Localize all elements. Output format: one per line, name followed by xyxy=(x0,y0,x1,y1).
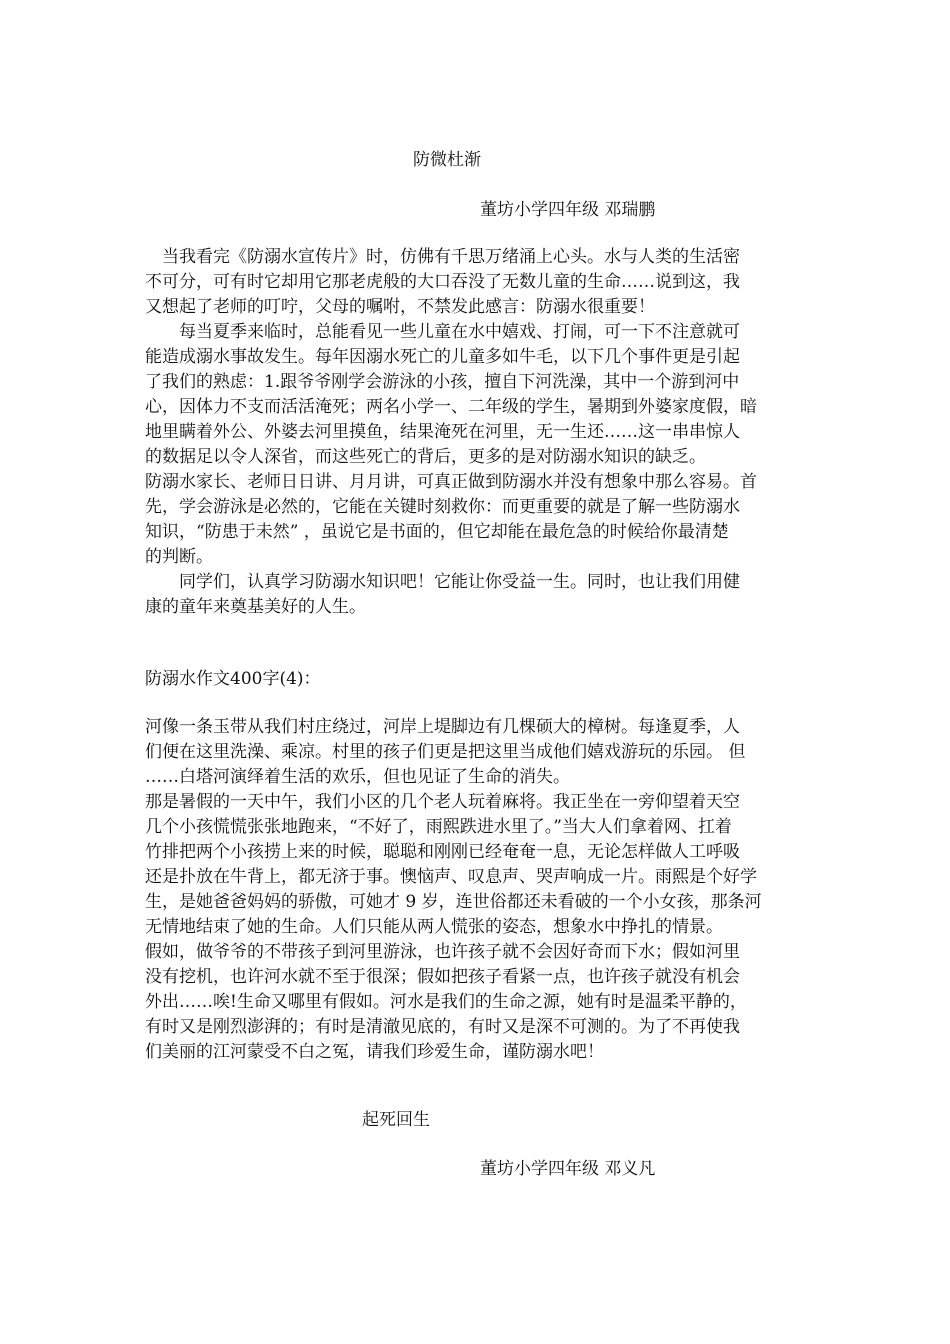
essay2-line: 几个小孩慌慌张张地跑来，“不好了，雨熙跌进水里了。”当大人们拿着网、扛着 xyxy=(145,817,732,837)
essay2-line: 竹排把两个小孩捞上来的时候，聪聪和刚刚已经奄奄一息，无论怎样做人工呼吸 xyxy=(145,842,740,862)
essay2-line: 外出……唉!生命又哪里有假如。河水是我们的生命之源，她有时是温柔平静的， xyxy=(145,992,747,1012)
essay2-line: 有时又是刚烈澎湃的；有时是清澈见底的，有时又是深不可测的。为了不再使我 xyxy=(145,1017,740,1037)
essay1-line: 不可分，可有时它却用它那老虎般的大口吞没了无数儿童的生命……说到这，我 xyxy=(145,272,740,292)
essay1-line: 先，学会游泳是必然的，它能在关键时刻救你：而更重要的就是了解一些防溺水 xyxy=(145,497,740,517)
essay1-line: 能造成溺水事故发生。每年因溺水死亡的儿童多如牛毛，以下几个事件更是引起 xyxy=(145,347,740,367)
essay1-line: 当我看完《防溺水宣传片》时，仿佛有千思万绪涌上心头。水与人类的生活密 xyxy=(145,247,740,267)
essay2-line: 假如，做爷爷的不带孩子到河里游泳，也许孩子就不会因好奇而下水；假如河里 xyxy=(145,942,740,962)
essay1-line: 地里瞒着外公、外婆去河里摸鱼，结果淹死在河里，无一生还……这一串串惊人 xyxy=(145,422,740,442)
essay1-line: 的判断。 xyxy=(145,547,213,567)
essay2-line: 生，是她爸爸妈妈的骄傲，可她才 9 岁，连世俗都还未看破的一个小女孩，那条河 xyxy=(145,892,762,912)
essay1-line: 的数据足以令人深省，而这些死亡的背后，更多的是对防溺水知识的缺乏。 xyxy=(145,447,706,467)
essay1-line: 康的童年来奠基美好的人生。 xyxy=(145,597,366,617)
essay1-title: 防微杜渐 xyxy=(413,150,481,170)
essay2-line: 河像一条玉带从我们村庄绕过，河岸上堤脚边有几棵硕大的樟树。每逢夏季，人 xyxy=(145,717,740,737)
essay3-title: 起死回生 xyxy=(362,1110,430,1130)
essay2-line: 们美丽的江河蒙受不白之冤，请我们珍爱生命，谨防溺水吧！ xyxy=(145,1042,604,1062)
essay1-line: 同学们，认真学习防溺水知识吧！它能让你受益一生。同时，也让我们用健 xyxy=(145,572,740,592)
essay2-line: 无情地结束了她的生命。人们只能从两人慌张的姿态，想象水中挣扎的情景。 xyxy=(145,917,723,937)
essay1-line: 知识，“防患于未然” ，虽说它是书面的，但它却能在最危急的时候给你最清楚 xyxy=(145,522,729,542)
essay1-line: 防溺水家长、老师日日讲、月月讲，可真正做到防溺水并没有想象中那么容易。首 xyxy=(145,472,757,492)
essay1-line: 心，因体力不支而活活淹死；两名小学一、二年级的学生，暑期到外婆家度假，暗 xyxy=(145,397,757,417)
essay2-line: 没有挖机，也许河水就不至于很深；假如把孩子看紧一点，也许孩子就没有机会 xyxy=(145,967,740,987)
essay1-byline: 董坊小学四年级 邓瑞鹏 xyxy=(480,200,656,220)
essay1-line: 每当夏季来临时，总能看见一些儿童在水中嬉戏、打闹，可一下不注意就可 xyxy=(145,322,740,342)
essay1-line: 又想起了老师的叮咛，父母的嘱咐，不禁发此感言：防溺水很重要！ xyxy=(145,297,655,317)
essay2-line: 还是扑放在牛背上，都无济于事。懊恼声、叹息声、哭声响成一片。雨熙是个好学 xyxy=(145,867,757,887)
essay2-line: ……白塔河演绎着生活的欢乐，但也见证了生命的消失。 xyxy=(145,767,570,787)
essay2-line: 那是暑假的一天中午，我们小区的几个老人玩着麻将。我正坐在一旁仰望着天空 xyxy=(145,792,740,812)
essay3-byline: 董坊小学四年级 邓义凡 xyxy=(480,1159,656,1179)
essay1-line: 了我们的熟虑：1.跟爷爷刚学会游泳的小孩，擅自下河洗澡，其中一个游到河中 xyxy=(145,372,740,392)
essay2-heading: 防溺水作文400字(4)： xyxy=(145,669,321,689)
essay2-line: 们便在这里洗澡、乘凉。村里的孩子们更是把这里当成他们嬉戏游玩的乐园。 但 xyxy=(145,742,746,762)
